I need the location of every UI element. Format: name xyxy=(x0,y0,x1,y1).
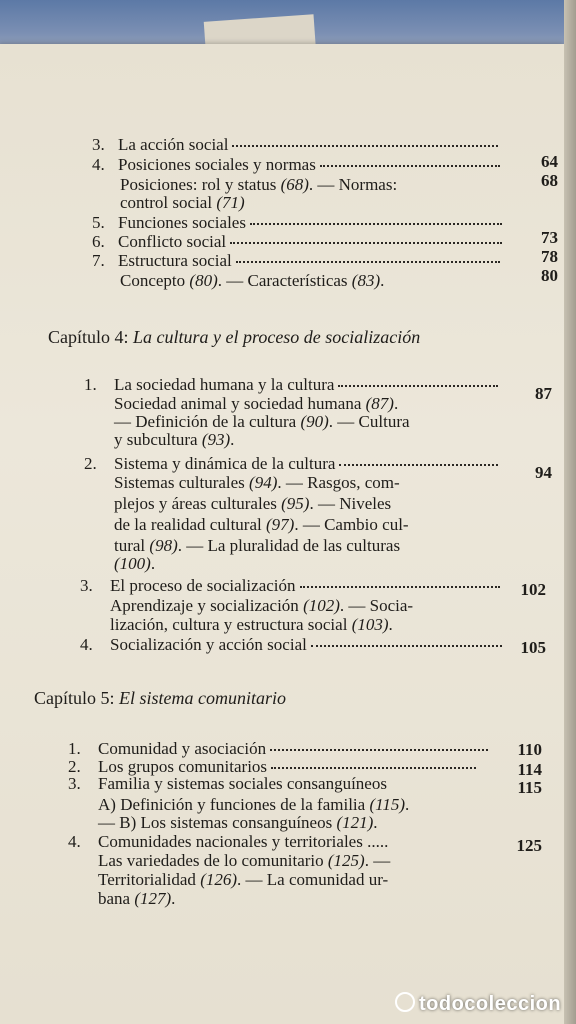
entry-subtopics: tural (98). — La pluralidad de las culturas xyxy=(114,536,401,555)
toc-entry xyxy=(68,832,388,852)
entry-page: 73 xyxy=(541,228,558,247)
chapter-title: El sistema comunitario xyxy=(119,688,286,708)
entry-subtopics: Aprendizaje y socialización (102). — Socia- xyxy=(110,596,414,615)
entry-title: Familia y sistemas sociales consanguíneos xyxy=(98,774,387,793)
entry-subtopics: lización, cultura y estructura social (103). xyxy=(110,615,393,634)
chapter-label: Capítulo 5: xyxy=(34,688,115,708)
entry-title: Estructura social xyxy=(118,251,232,270)
entry-number: 2. xyxy=(84,454,97,473)
entry-subtopics: Sociedad animal y sociedad humana (87). xyxy=(114,394,399,413)
toc-entry xyxy=(84,374,502,395)
entry-subtopics: Posiciones: rol y status (68). — Normas: xyxy=(120,175,398,194)
entry-subtopics: Concepto (80). — Características (83). xyxy=(120,271,385,290)
entry-title: La sociedad humana y la cultura xyxy=(114,375,335,394)
entry-subtopics: Las variedades de lo comunitario (125). — xyxy=(98,851,391,870)
leader-dots xyxy=(311,631,502,647)
leader-dots xyxy=(250,209,502,225)
entry-page: 115 xyxy=(517,778,542,797)
entry-subtopics: — Definición de la cultura (90). — Cultura xyxy=(114,412,410,431)
toc-entry xyxy=(84,453,502,474)
entry-number: 3. xyxy=(68,774,81,793)
leader-dots xyxy=(270,735,488,751)
entry-page: 102 xyxy=(520,580,546,599)
toc-entry xyxy=(80,575,504,596)
watermark: todocoleccion xyxy=(395,992,561,1016)
entry-page: 105 xyxy=(520,638,546,657)
entry-title: Sistema y dinámica de la cultura xyxy=(114,454,336,473)
entry-title: El proceso de socialización xyxy=(110,576,296,595)
entry-page: 87 xyxy=(535,384,552,403)
leader-dots xyxy=(338,371,498,387)
watermark-logo-icon xyxy=(395,992,415,1012)
entry-number: 5. xyxy=(92,213,105,232)
entry-page: 68 xyxy=(541,171,558,190)
leader-dots xyxy=(230,228,502,244)
chapter-heading xyxy=(48,326,420,348)
entry-number: 4. xyxy=(68,832,81,851)
entry-title: Socialización y acción social xyxy=(110,635,307,654)
entry-subtopics: bana (127). xyxy=(98,889,176,908)
entry-page: 78 xyxy=(541,247,558,266)
entry-title: Conflicto social xyxy=(118,232,227,251)
entry-title: Comunidades nacionales y territoriales ..... xyxy=(98,832,389,851)
entry-number: 6. xyxy=(92,232,105,251)
entry-subtopics: — B) Los sistemas consanguíneos (121). xyxy=(98,813,378,832)
entry-number: 4. xyxy=(80,635,93,654)
entry-subtopics: y subcultura (93). xyxy=(114,430,235,449)
toc-entry xyxy=(80,634,506,655)
leader-dots xyxy=(320,151,500,167)
entry-title: Comunidad y asociación xyxy=(98,739,267,758)
entry-number: 4. xyxy=(92,155,105,174)
toc-entry xyxy=(92,154,504,175)
entry-number: 2. xyxy=(68,757,81,776)
leader-dots xyxy=(271,753,476,769)
entry-number: 1. xyxy=(68,739,81,758)
entry-subtopics: Territorialidad (126). — La comunidad ur- xyxy=(98,870,389,889)
entry-subtopics: de la realidad cultural (97). — Cambio cul- xyxy=(114,515,409,534)
entry-page: 125 xyxy=(516,836,542,855)
chapter-label: Capítulo 4: xyxy=(48,327,129,347)
entry-title: Posiciones sociales y normas xyxy=(118,155,316,174)
entry-subtopics: plejos y áreas culturales (95). — Niveles xyxy=(114,494,392,513)
entry-page: 110 xyxy=(517,740,542,759)
chapter-title: La cultura y el proceso de socialización xyxy=(133,327,421,347)
chapter-heading xyxy=(34,687,286,709)
entry-number: 7. xyxy=(92,251,105,270)
entry-title: Funciones sociales xyxy=(118,213,246,232)
entry-number: 1. xyxy=(84,375,97,394)
entry-number: 3. xyxy=(92,135,105,154)
leader-dots xyxy=(339,450,498,466)
leader-dots xyxy=(236,247,500,263)
entry-page: 114 xyxy=(517,760,542,779)
entry-subtopics: Sistemas culturales (94). — Rasgos, com- xyxy=(114,473,400,492)
leader-dots xyxy=(300,572,500,588)
entry-title: La acción social xyxy=(118,135,229,154)
toc-entry xyxy=(68,774,387,794)
toc-entry xyxy=(92,250,504,271)
page-edge xyxy=(564,0,576,1024)
entry-title: Los grupos comunitarios xyxy=(98,757,268,776)
entry-subtopics: A) Definición y funciones de la familia (115). xyxy=(98,795,410,814)
entry-number: 3. xyxy=(80,576,93,595)
leader-dots xyxy=(232,131,498,147)
entry-page: 94 xyxy=(535,463,552,482)
entry-subtopics: (100). xyxy=(114,554,156,573)
entry-page: 64 xyxy=(541,152,558,171)
entry-subtopics: control social (71) xyxy=(120,193,245,212)
entry-page: 80 xyxy=(541,266,558,285)
